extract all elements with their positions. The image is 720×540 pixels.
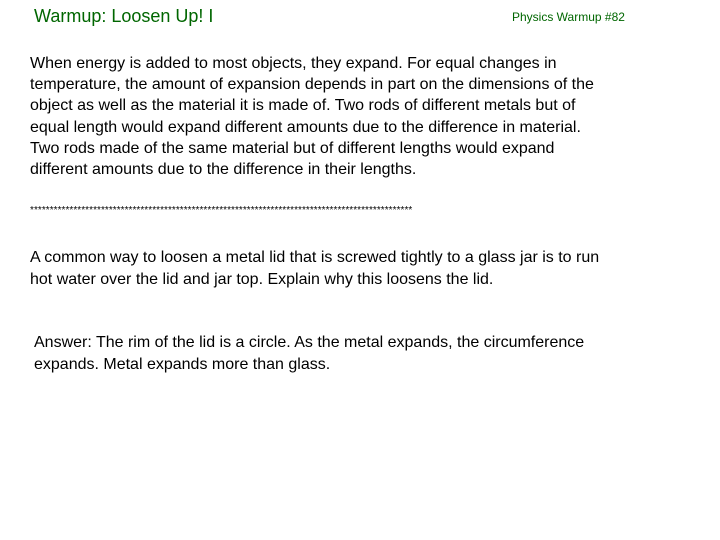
question-line: hot water over the lid and jar top. Explain why this loosens the lid. (30, 271, 494, 288)
intro-paragraph (30, 53, 705, 180)
slide-subtitle: Physics Warmup #82 (512, 10, 625, 24)
intro-line: When energy is added to most objects, they expand. For equal changes in (30, 55, 557, 72)
question-line: A common way to loosen a metal lid that is screwed tightly to a glass jar is to run (30, 249, 600, 266)
asterisk-separator: ************************************************************************************************* (30, 205, 413, 216)
answer-line: Answer: The rim of the lid is a circle. As the metal expands, the circumference (34, 334, 585, 351)
intro-line: different amounts due to the difference in their lengths. (30, 161, 417, 179)
intro-line: object as well as the material it is made of. Two rods of different metals but of (30, 97, 576, 115)
answer-paragraph (34, 332, 704, 375)
intro-line: Two rods made of the same material but of different lengths would expand (30, 139, 555, 157)
intro-line: temperature, the amount of expansion depends in part on the dimensions of the (30, 76, 594, 94)
slide-title: Warmup: Loosen Up! I (34, 6, 214, 26)
question-paragraph (30, 247, 705, 291)
intro-line: equal length would expand different amounts due to the difference in material. (30, 118, 581, 136)
answer-line: expands. Metal expands more than glass. (34, 355, 331, 373)
